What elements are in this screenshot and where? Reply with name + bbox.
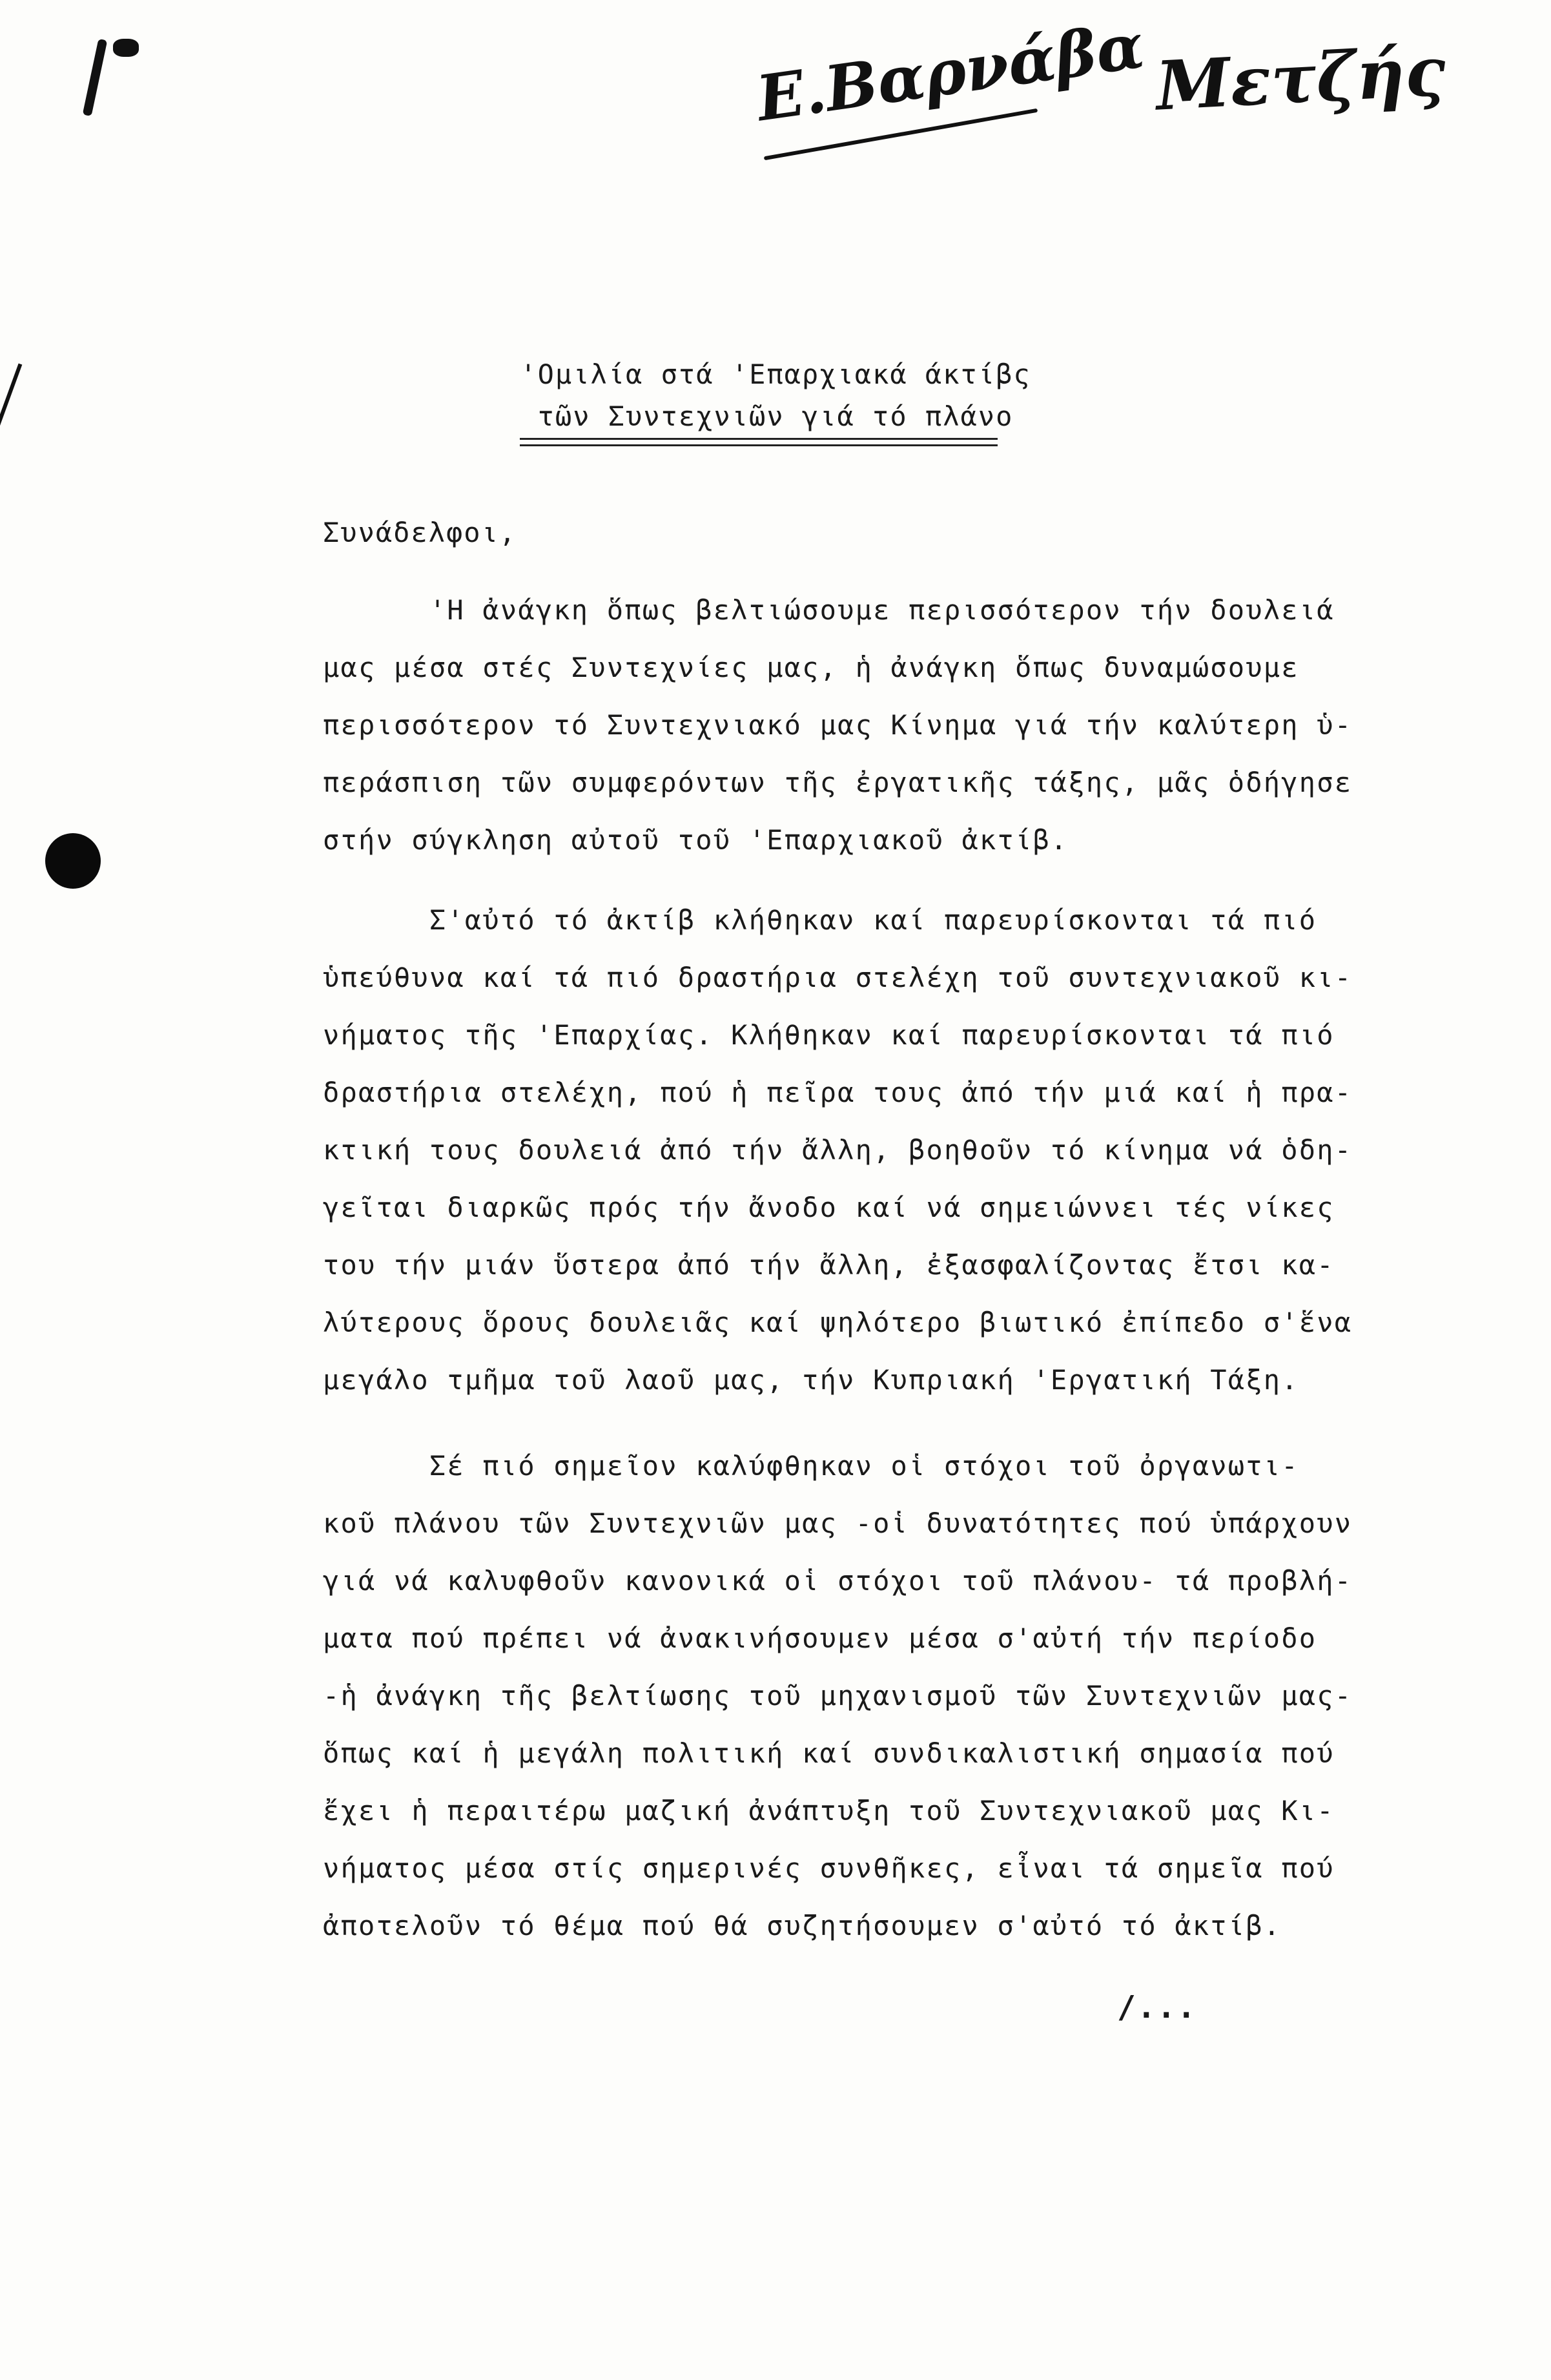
margin-mark: [113, 39, 139, 57]
text-line: ὑπεύθυνα καί τά πιό δραστήρια στελέχη τοῦ συντεχνιακοῦ κι-: [323, 962, 1353, 993]
text-line: μας μέσα στές Συντεχνίες μας, ἡ ἀνάγκη ὅπως δυναμώσουμε: [323, 652, 1299, 683]
text-line: κτική τους δουλειά ἀπό τήν ἄλλη, βοηθοῦν τό κίνημα νά ὁδη-: [323, 1134, 1353, 1166]
title-underline: [520, 444, 998, 446]
text-line: νήματος τῆς 'Επαρχίας. Κλήθηκαν καί παρευρίσκονται τά πιό: [323, 1019, 1335, 1051]
text-line: στήν σύγκληση αὐτοῦ τοῦ 'Επαρχιακοῦ ἀκτίβ.: [323, 824, 1069, 856]
text-line: ὅπως καί ἡ μεγάλη πολιτική καί συνδικαλιστική σημασία πού: [323, 1737, 1335, 1769]
text-line: δραστήρια στελέχη, πού ἡ πεῖρα τους ἀπό τήν μιά καί ἡ πρα-: [323, 1077, 1353, 1108]
margin-mark: [83, 39, 108, 116]
text-line: γεῖται διαρκῶς πρός τήν ἄνοδο καί νά σημειώννει τές νίκες: [323, 1192, 1335, 1223]
text-line: ματα πού πρέπει νά ἀνακινήσουμεν μέσα σ'αὐτή τήν περίοδο: [323, 1622, 1317, 1654]
text-line: περισσότερον τό Συντεχνιακό μας Κίνημα γιά τήν καλύτερη ὑ-: [323, 709, 1353, 741]
text-line: Σ'αὐτό τό ἀκτίβ κλήθηκαν καί παρευρίσκονται τά πιό: [323, 904, 1317, 936]
paragraph-2: [323, 891, 1353, 1409]
text-line: λύτερους ὅρους δουλειᾶς καί ψηλότερο βιωτικό ἐπίπεδο σ'ἕνα: [323, 1307, 1353, 1338]
text-line: του τήν μιάν ὕστερα ἀπό τήν ἄλλη, ἐξασφαλίζοντας ἔτσι κα-: [323, 1249, 1335, 1281]
document-title-line-1: 'Ομιλία στά 'Επαρχιακά άκτίβς: [520, 358, 1031, 390]
paragraph-3: [323, 1437, 1353, 1954]
text-line: 'Η ἀνάγκη ὅπως βελτιώσουμε περισσότερον τήν δουλειά: [323, 594, 1335, 626]
handwritten-annotation-left: Ε.Βαρνάβα: [752, 8, 1149, 136]
paragraph-1: [323, 581, 1353, 869]
title-underline: [520, 438, 998, 440]
document-title-line-2: τῶν Συντεχνιῶν γιά τό πλάνο: [537, 400, 1014, 432]
continuation-mark: /...: [1117, 1989, 1197, 2025]
salutation: Συνάδελφοι,: [323, 517, 517, 548]
text-line: -ἡ ἀνάγκη τῆς βελτίωσης τοῦ μηχανισμοῦ τῶν Συντεχνιῶν μας-: [323, 1680, 1353, 1712]
text-line: Σέ πιό σημεῖον καλύφθηκαν οἱ στόχοι τοῦ ὀργανωτι-: [323, 1450, 1299, 1482]
text-line: μεγάλο τμῆμα τοῦ λαοῦ μας, τήν Κυπριακή 'Εργατική Τάξη.: [323, 1364, 1299, 1396]
text-line: νήματος μέσα στίς σημερινές συνθῆκες, εἶναι τά σημεῖα πού: [323, 1852, 1335, 1884]
handwritten-annotation-right: Μετζής: [1154, 31, 1448, 126]
text-line: περάσπιση τῶν συμφερόντων τῆς ἐργατικῆς τάξης, μᾶς ὁδήγησε: [323, 767, 1353, 798]
text-line: ἀποτελοῦν τό θέμα πού θά συζητήσουμεν σ'αὐτό τό ἀκτίβ.: [323, 1910, 1282, 1941]
punch-hole: [45, 833, 101, 889]
text-line: κοῦ πλάνου τῶν Συντεχνιῶν μας -οἱ δυνατότητες πού ὑπάρχουν: [323, 1507, 1353, 1539]
text-line: γιά νά καλυφθοῦν κανονικά οἱ στόχοι τοῦ πλάνου- τά προβλή-: [323, 1565, 1353, 1597]
text-line: ἔχει ἡ περαιτέρω μαζική ἀνάπτυξη τοῦ Συντεχνιακοῦ μας Κι-: [323, 1795, 1335, 1826]
